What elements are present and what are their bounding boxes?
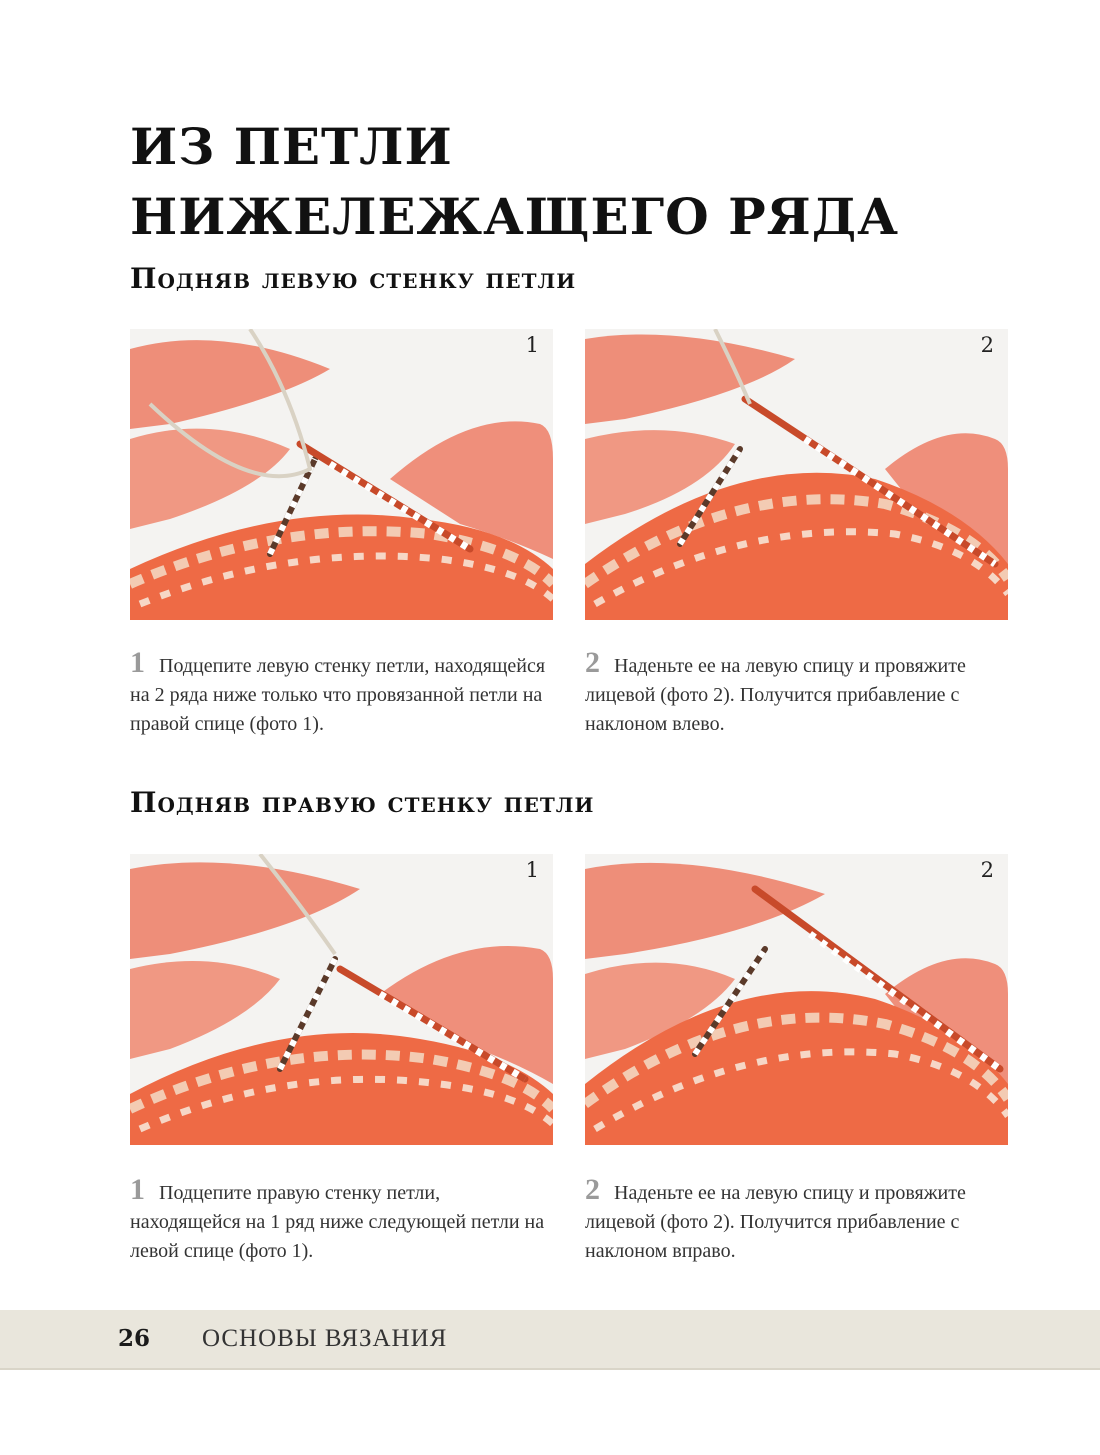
knitting-photo-illustration (130, 854, 553, 1145)
step-caption (585, 648, 1009, 739)
step-text: Наденьте ее на левую спицу и провяжите лицевой (фото 2). Получится прибавление с наклоном вправо. (585, 1182, 966, 1262)
step-number: 2 (585, 1173, 600, 1206)
step-text: Наденьте ее на левую спицу и провяжите лицевой (фото 2). Получится прибавление с наклоном влево. (585, 655, 966, 735)
step-photo (130, 329, 553, 620)
step-caption (130, 648, 554, 739)
photo-number-label: 1 (525, 333, 539, 357)
step-number: 1 (130, 646, 145, 679)
knitting-photo-illustration (130, 329, 553, 620)
step-photo (585, 854, 1008, 1145)
photo-number-label: 2 (980, 858, 994, 882)
photo-number-label: 2 (980, 333, 994, 357)
step-caption (130, 1175, 554, 1266)
page-footer (0, 1310, 1100, 1370)
section-heading-right-wall: Подняв правую стенку петли (130, 786, 595, 819)
section-heading-left-wall: Подняв левую стенку петли (130, 262, 577, 295)
photo-number-label: 1 (525, 858, 539, 882)
step-text: Подцепите правую стенку петли, находящейся на 1 ряд ниже следующей петли на левой спице (фото 1). (130, 1182, 545, 1262)
step-photo (130, 854, 553, 1145)
page-number: 26 (118, 1325, 151, 1352)
step-caption (585, 1175, 1009, 1266)
knitting-photo-illustration (585, 329, 1008, 620)
running-title: ОСНОВЫ ВЯЗАНИЯ (202, 1325, 448, 1352)
page-title: ИЗ ПЕТЛИ НИЖЕЛЕЖАЩЕГО РЯДА (130, 117, 899, 246)
step-number: 2 (585, 646, 600, 679)
knitting-photo-illustration (585, 854, 1008, 1145)
step-photo (585, 329, 1008, 620)
step-text: Подцепите левую стенку петли, находящейся на 2 ряда ниже только что провязанной петли на правой спице (фото 1). (130, 655, 546, 735)
step-number: 1 (130, 1173, 145, 1206)
